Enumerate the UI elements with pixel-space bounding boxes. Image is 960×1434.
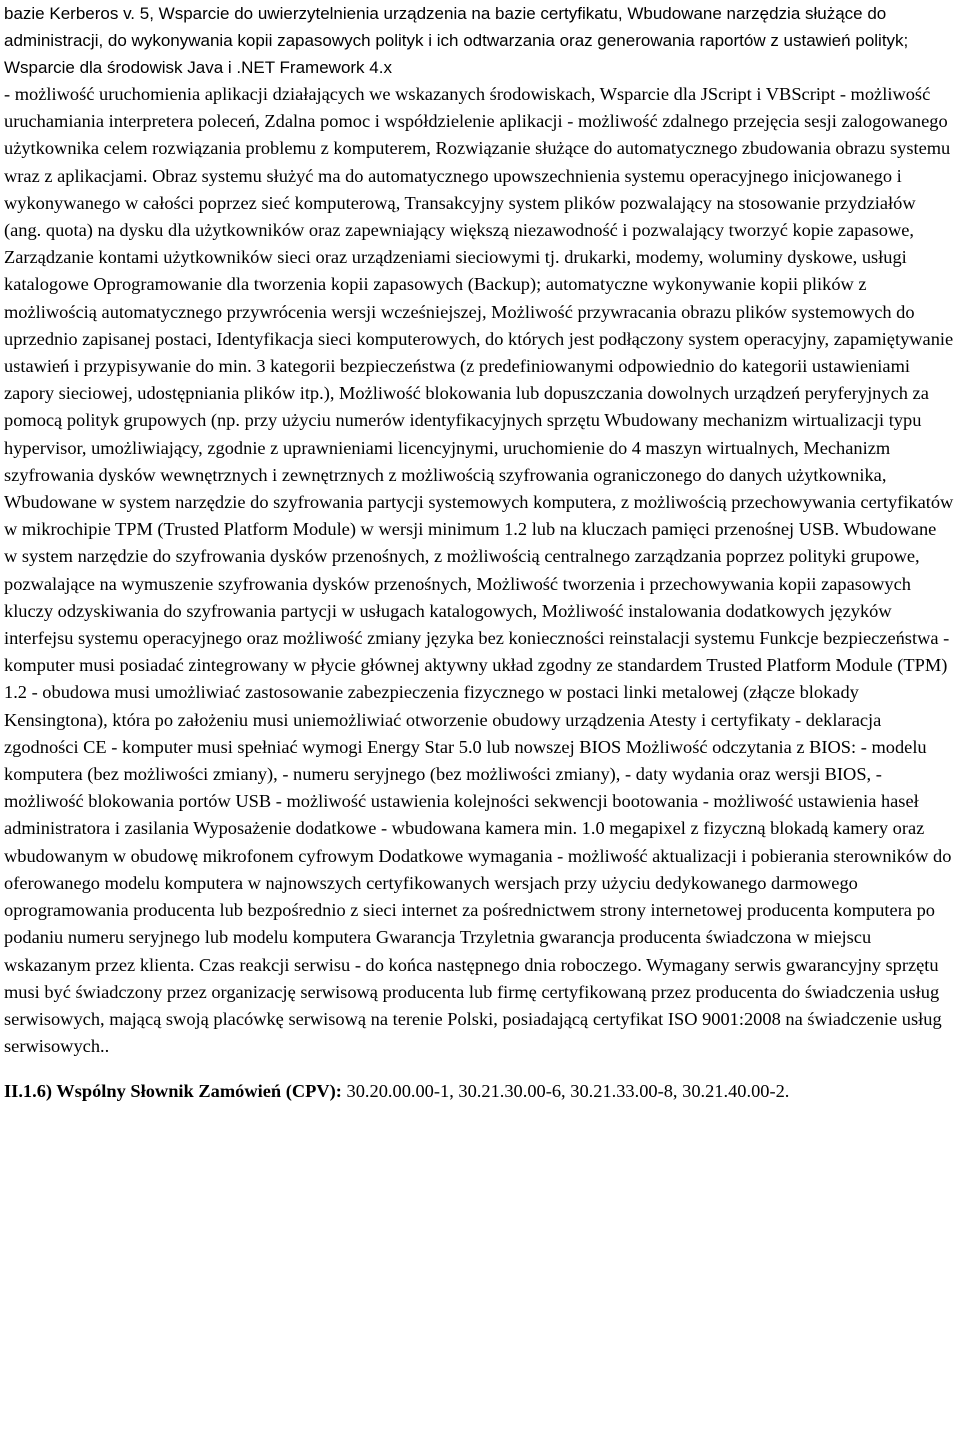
cpv-label: II.1.6) Wspólny Słownik Zamówień (CPV): bbox=[4, 1081, 342, 1102]
body-paragraph: - możliwość uruchomienia aplikacji działających we wskazanych środowiskach, Wsparcie dla JScript i VBScript - możliwość uruchamiania interpretera poleceń, Zdalna pomoc i współdzielenie aplikacji - możliwość zdalnego przejęcia sesji zalogowanego użytkownika celem rozwiązania problemu z komputerem, Rozwiązanie służące do automatycznego zbudowania obrazu systemu wraz z aplikacjami. Obraz systemu służyć ma do automatycznego upowszechnienia systemu operacyjnego inicjowanego i wykonywanego w całości poprzez sieć komputerową, Transakcyjny system plików pozwalający na stosowanie przydziałów (ang. quota) na dysku dla użytkowników oraz zapewniający większą niezawodność i pozwalający tworzyć kopie zapasowe, Zarządzanie kontami użytkowników sieci oraz urządzeniami sieciowymi tj. drukarki, modemy, woluminy dyskowe, usługi katalogowe Oprogramowanie dla tworzenia kopii zapasowych (Backup); automatyczne wykonywanie kopii plików z możliwością automatycznego przywrócenia wersji wcześniejszej, Możliwość przywracania obrazu plików systemowych do uprzednio zapisanej postaci, Identyfikacja sieci komputerowych, do których jest podłączony system operacyjny, zapamiętywanie ustawień i przypisywanie do min. 3 kategorii bezpieczeństwa (z predefiniowanymi odpowiednio do kategorii ustawieniami zapory sieciowej, udostępniania plików itp.), Możliwość blokowania lub dopuszczania dowolnych urządzeń peryferyjnych za pomocą polityk grupowych (np. przy użyciu numerów identyfikacyjnych sprzętu Wbudowany mechanizm wirtualizacji typu hypervisor, umożliwiający, zgodnie z uprawnieniami licencyjnymi, uruchomienie do 4 maszyn wirtualnych, Mechanizm szyfrowania dysków wewnętrznych i zewnętrznych z możliwością szyfrowania ograniczonego do danych użytkownika, Wbudowane w system narzędzie do szyfrowania partycji systemowych komputera, z możliwością przechowywania certyfikatów w mikrochipie TPM (Trusted Platform Module) w wersji minimum 1.2 lub na kluczach pamięci przenośnej USB. Wbudowane w system narzędzie do szyfrowania dysków przenośnych, z możliwością centralnego zarządzania poprzez polityki grupowe, pozwalające na wymuszenie szyfrowania dysków przenośnych, Możliwość tworzenia i przechowywania kopii zapasowych kluczy odzyskiwania do szyfrowania partycji w usługach katalogowych, Możliwość instalowania dodatkowych języków interfejsu systemu operacyjnego oraz możliwość zmiany języka bez konieczności reinstalacji systemu Funkcje bezpieczeństwa - komputer musi posiadać zintegrowany w płycie głównej aktywny układ zgodny ze standardem Trusted Platform Module (TPM) 1.2 - obudowa musi umożliwiać zastosowanie zabezpieczenia fizycznego w postaci linki metalowej (złącze blokady Kensingtona), która po założeniu musi uniemożliwiać otworzenie obudowy urządzenia Atesty i certyfikaty - deklaracja zgodności CE - komputer musi spełniać wymogi Energy Star 5.0 lub nowszej BIOS Możliwość odczytania z BIOS: - modelu komputera (bez możliwości zmiany), - numeru seryjnego (bez możliwości zmiany), - daty wydania oraz wersji BIOS, - możliwość blokowania portów USB - możliwość ustawienia kolejności sekwencji bootowania - możliwość ustawienia haseł administratora i zasilania Wyposażenie dodatkowe - wbudowana kamera min. 1.0 megapixel z fizyczną blokadą kamery oraz wbudowanym w obudowę mikrofonem cyfrowym Dodatkowe wymagania - możliwość aktualizacji i pobierania sterowników do oferowanego modelu komputera w najnowszych certyfikowanych wersjach przy użyciu dedykowanego darmowego oprogramowania producenta lub bezpośrednio z sieci internet za pośrednictwem strony internetowej producenta komputera po podaniu numeru seryjnego lub modelu komputera Gwarancja Trzyletnia gwarancja producenta świadczona w miejscu wskazanym przez klienta. Czas reakcji serwisu - do końca następnego dnia roboczego. Wymagany serwis gwarancyjny sprzętu musi być świadczony przez organizację serwisową producenta lub firmę certyfikowaną przez producenta do świadczenia usług serwisowych, mającą swoją placówkę serwisową na terenie Polski, posiadającą certyfikat ISO 9001:2008 na świadczenie usług serwisowych.. bbox=[4, 84, 954, 1057]
document-page bbox=[4, 0, 954, 1106]
cpv-codes: 30.20.00.00-1, 30.21.30.00-6, 30.21.33.00-8, 30.21.40.00-2. bbox=[346, 1081, 790, 1102]
lead-paragraph: bazie Kerberos v. 5, Wsparcie do uwierzytelnienia urządzenia na bazie certyfikatu, Wbudowane narzędzia służące do administracji, do wykonywania kopii zapasowych polityk i ich odtwarzania oraz generowania raportów z ustawień polityk; Wsparcie dla środowisk Java i .NET Framework 4.x bbox=[4, 4, 909, 77]
cpv-section bbox=[4, 1078, 954, 1105]
